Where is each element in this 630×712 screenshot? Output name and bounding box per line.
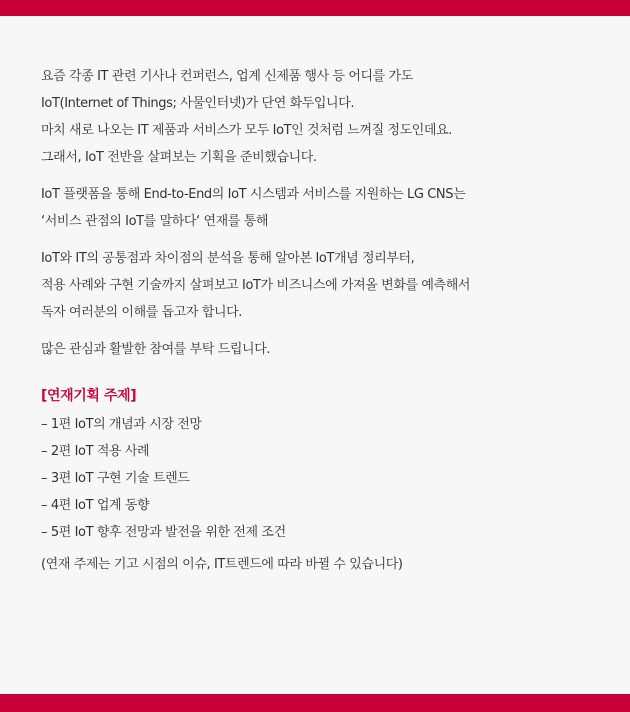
analysis-line-1: IoT와 IT의 공통점과 차이점의 분석을 통해 알아본 IoT개념 정리부터,: [41, 251, 415, 266]
series-item-5: – 5편 IoT 향후 전망과 발전을 위한 전제 조건: [41, 525, 286, 540]
platform-line-2: ‘서비스 관점의 IoT를 말하다‘ 연재를 통해: [41, 214, 269, 229]
article-body: [41, 68, 601, 574]
series-note: (연재 주제는 기고 시점의 이슈, IT트렌드에 따라 바뀔 수 있습니다): [41, 557, 403, 572]
series-item-2: – 2편 IoT 적용 사례: [41, 444, 150, 459]
series-item-3: – 3편 IoT 구현 기술 트렌드: [41, 471, 190, 486]
series-item-4: – 4편 IoT 업계 동향: [41, 498, 150, 513]
intro-line-2: IoT(Internet of Things; 사물인터넷)가 단연 화두입니다.: [41, 96, 355, 111]
intro-line-1: 요즘 각종 IT 관련 기사나 컨퍼런스, 업계 신제품 행사 등 어디를 가도: [41, 69, 413, 84]
intro-line-4: 그래서, IoT 전반을 살펴보는 기획을 준비했습니다.: [41, 150, 317, 165]
top-accent-bar: [0, 0, 630, 16]
analysis-paragraph: [41, 250, 601, 322]
series-heading: [연재기획 주제]: [41, 388, 137, 404]
series-list: [41, 416, 601, 542]
series-item-1: – 1편 IoT의 개념과 시장 전망: [41, 417, 202, 432]
analysis-line-2: 적용 사례와 구현 기술까지 살펴보고 IoT가 비즈니스에 가져올 변화를 예측해서: [41, 278, 471, 293]
intro-paragraph: [41, 68, 601, 167]
analysis-line-3: 독자 여러분의 이해를 돕고자 합니다.: [41, 305, 243, 320]
closing-text: 많은 관심과 활발한 참여를 부탁 드립니다.: [41, 342, 271, 357]
intro-line-3: 마치 새로 나오는 IT 제품과 서비스가 모두 IoT인 것처럼 느껴질 정도인데요.: [41, 123, 452, 138]
platform-line-1: IoT 플랫폼을 통해 End-to-End의 IoT 시스템과 서비스를 지원하는 LG CNS는: [41, 187, 466, 202]
platform-paragraph: [41, 186, 601, 231]
bottom-accent-bar: [0, 694, 630, 712]
